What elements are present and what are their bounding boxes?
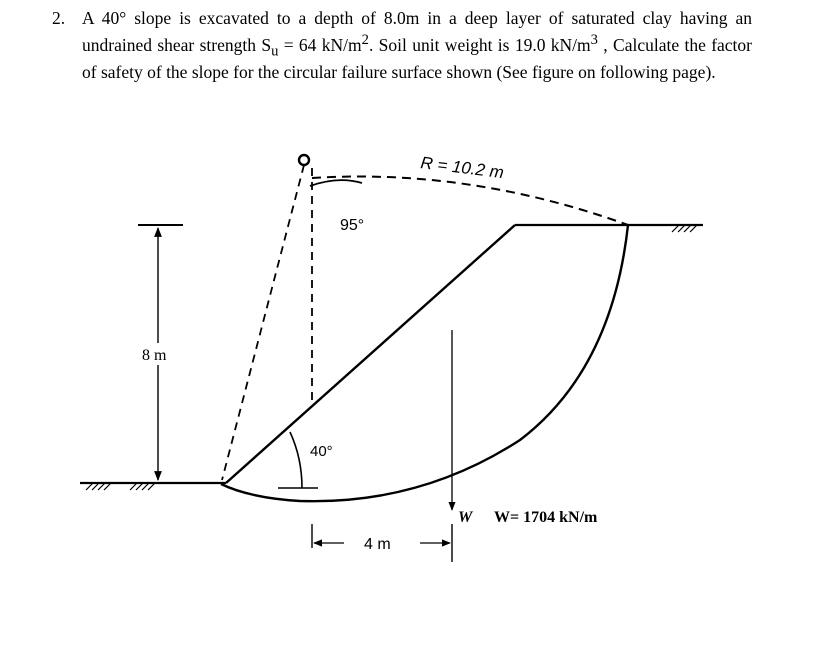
text-part-4: , Calculate the factor of safety of the slope for the circular failure surface shown (See figure on following page). bbox=[82, 34, 752, 83]
center-angle-arc bbox=[310, 180, 362, 186]
depth-label: 8 m bbox=[142, 347, 167, 364]
radius-to-toe bbox=[222, 165, 304, 480]
text-part-2: = 64 kN/m bbox=[278, 34, 362, 55]
problem-number: 2. bbox=[52, 8, 66, 28]
failure-arc bbox=[221, 225, 628, 501]
offset-label: 4 m bbox=[364, 536, 391, 553]
text-part-3: . Soil unit weight is 19.0 kN/m bbox=[368, 34, 591, 55]
slope-angle-arc bbox=[290, 432, 302, 488]
exponent-2: 2 bbox=[361, 31, 369, 48]
center-point bbox=[299, 155, 309, 165]
exponent-3: 3 bbox=[590, 31, 598, 48]
su-subscript: u bbox=[271, 42, 279, 59]
radius-label: R = 10.2 m bbox=[419, 153, 505, 183]
slope-face bbox=[226, 225, 515, 483]
weight-symbol: W bbox=[458, 509, 473, 526]
slope-angle-label: 40° bbox=[310, 443, 333, 460]
weight-label: W= 1704 kN/m bbox=[494, 509, 598, 526]
center-angle-label: 95° bbox=[340, 217, 365, 234]
text-part-1: A 40° slope is excavated to a depth of 8.0m in a deep layer of saturated clay having an undrained shear strength S bbox=[82, 8, 752, 55]
